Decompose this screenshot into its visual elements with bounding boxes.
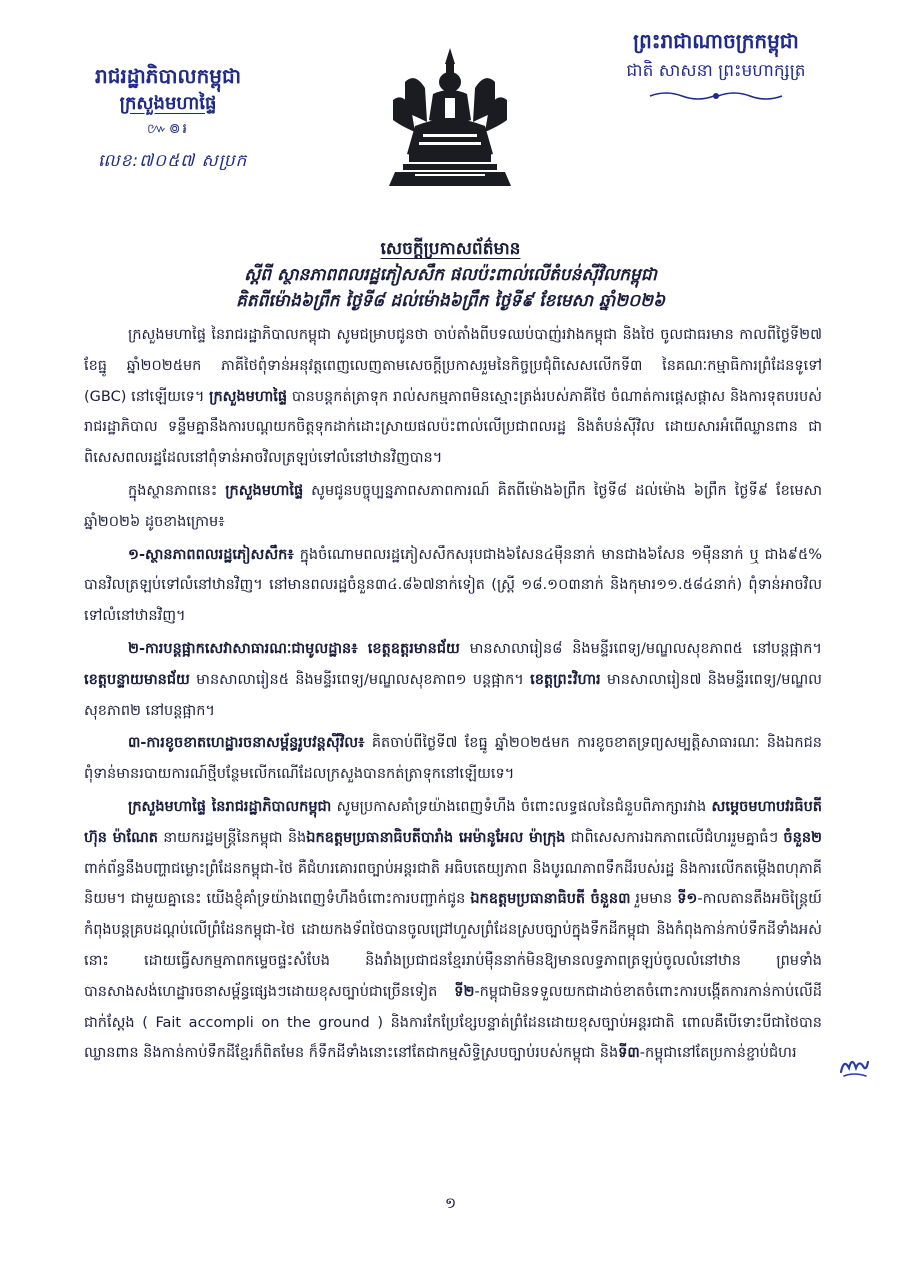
text-segment: មានសាលារៀន៧ និងមន្ទីរពេទ្យ/មណ្ឌលសុខភាព២ នៅបន្តផ្អាក។ xyxy=(84,671,822,719)
bold-text: ១-ស្ថានភាពពលរដ្ឋភៀសសឹក៖ xyxy=(128,546,294,563)
document-subject: ស្តីពី ស្ថានភាពពលរដ្ឋភៀសសឹក ផលប៉ះពាល់លើតំបន់ស៊ីវិលកម្ពុជា xyxy=(244,265,657,285)
bold-text: ឯកឧត្តមប្រធានាធិបតី ចំនួន៣ xyxy=(470,891,631,908)
kingdom-name: ព្រះរាជាណាចក្រកម្ពុជា xyxy=(633,29,799,53)
ornament-divider: ៚៙៛ xyxy=(147,121,189,137)
bold-text: ខេត្តបន្ទាយមានជ័យ xyxy=(84,671,190,688)
bold-text: សម្តេចមហាបវរធិបតី ហ៊ុន ម៉ាណែត xyxy=(84,798,822,846)
text-segment: ក្នុងស្ថានភាពនេះ xyxy=(128,482,226,499)
bold-text: ទី៣ xyxy=(618,1045,640,1062)
bold-text: ក្រសួងមហាផ្ទៃ xyxy=(225,482,304,499)
bold-text: ២-ការបន្តផ្អាកសេវាសាធារណៈជាមូលដ្ឋាន៖ ខេត្តឧត្តរមានជ័យ xyxy=(128,640,460,657)
ministry-name: ក្រសួងមហាផ្ទៃ xyxy=(119,93,217,114)
royal-emblem-icon xyxy=(375,42,525,192)
bold-text: ចំនួន២ xyxy=(783,829,823,846)
reference-number: លេខ:៧០៥៧ សប្រក xyxy=(98,151,248,171)
text-segment: រួមមាន xyxy=(630,891,678,908)
letterhead-right xyxy=(596,26,836,108)
text-segment: មានសាលារៀន៥ និងមន្ទីរពេទ្យ/មណ្ឌលសុខភាព១ បន្តផ្អាក។ xyxy=(189,671,531,688)
document-title: សេចក្តីប្រកាសព័ត៌មាន xyxy=(380,239,521,259)
paragraph-3 xyxy=(84,540,822,632)
text-segment: -កម្ពុជាមិនទទួលយកជាដាច់ខាតចំពោះការបង្កើតការកាន់កាប់លើដីជាក់ស្តែង ( Fait accompli on the ground ) និងការកែប្រែខ្សែបន្ទាត់ព្រំដែនដោយខុសច្បាប់អន្តរជាតិ ពោលគឺបើទោះបីជាថៃបានឈ្លានពាន និងកាន់កាប់ទឹកដីខ្មែរក៏ពិតមែន ក៏ទឹកដីទាំងនោះនៅតែជាកម្មសិទ្ធិស្របច្បាប់របស់កម្ពុជា និង xyxy=(84,983,822,1062)
text-segment: ពាក់ព័ន្ធនឹងបញ្ហាជម្លោះព្រំដែនកម្ពុជា-ថៃ គឺជំហរគោរពច្បាប់អន្តរជាតិ អធិបតេយ្យភាព និងបូរណភាពទឹកដីរបស់រដ្ឋ និងការលើកតម្កើងពហុភាគីនិយម។ ជាមួយគ្នានេះ យើងខ្ញុំគាំទ្រយ៉ាងពេញទំហឹងចំពោះការបញ្ជាក់ជូន xyxy=(84,860,822,908)
bold-text: ក្រសួងមហាផ្ទៃ xyxy=(209,388,288,405)
margin-initial-icon xyxy=(838,1052,870,1080)
text-segment: គិតចាប់ពីថ្ងៃទី៧ ខែធ្នូ ឆ្នាំ២០២៥មក ការខូចខាតទ្រព្យសម្បត្តិសាធារណៈ និងឯកជន ពុំទាន់មានរបាយការណ៍ថ្មីបន្ថែមលើកណើដែលក្រសួងបានកត់ត្រាទុកនៅឡើយទេ។ xyxy=(84,735,822,783)
document-period: គិតពីម៉ោង៦ព្រឹក ថ្ងៃទី៨ ដល់ម៉ោង៦ព្រឹក ថ្ងៃទី៩ ខែមេសា ឆ្នាំ២០២៦ xyxy=(235,291,666,311)
bold-text: ៣-ការខូចខាតហេដ្ឋារចនាសម្ព័ន្ធរូបវន្តស៊ីវិល៖ xyxy=(128,735,365,752)
body-text xyxy=(84,320,822,1071)
title-block xyxy=(70,236,831,314)
text-segment: សូមប្រកាសគាំទ្រយ៉ាងពេញទំហឹង ចំពោះលទ្ធផលនៃជំនួបពិភាក្សារវាង xyxy=(331,798,712,815)
paragraph-6 xyxy=(84,792,822,1069)
bold-text: ទី២ xyxy=(454,983,475,1000)
paragraph-4 xyxy=(84,634,822,726)
letterhead-left xyxy=(68,62,268,140)
page-number: ១ xyxy=(444,1194,457,1212)
bold-text: ក្រសួងមហាផ្ទៃ នៃរាជរដ្ឋាភិបាលកម្ពុជា xyxy=(128,798,332,815)
paragraph-1 xyxy=(84,320,822,474)
text-segment: -កាលតានតឹងអចិន្ត្រៃយ៍កំពុងបន្តគ្របដណ្តប់លើព្រំដែនកម្ពុជា-ថៃ ដោយកងទ័ពថៃបានចូលជ្រៅហួសព្រំដែនស្របច្បាប់ក្នុងទឹកដីកម្ពុជា និងកំពុងកាន់កាប់ទឹកដីទាំងអស់នោះ ដោយធ្វើសកម្មភាពកម្ទេចផ្ទះសំបែង និងរាំងប្រជាជនខ្មែររាប់ម៉ឺននាក់មិនឱ្យមានលទ្ធភាពត្រឡប់ចូលលំនៅឋាន ព្រមទាំងបានសាងសង់ហេដ្ឋារចនាសម្ព័ន្ធផ្សេងៗដោយខុសច្បាប់ជាច្រើនទៀត xyxy=(84,891,822,1000)
text-segment: មានសាលារៀន៨ និងមន្ទីរពេទ្យ/មណ្ឌលសុខភាព៥ នៅបន្តផ្អាក។ xyxy=(459,640,822,657)
government-name: រាជរដ្ឋាភិបាលកម្ពុជា xyxy=(95,64,241,88)
national-motto: ជាតិ សាសនា ព្រះមហាក្សត្រ xyxy=(626,61,806,81)
bold-text: ទី១ xyxy=(677,891,698,908)
paragraph-5 xyxy=(84,728,822,790)
text-segment: ជាពិសេសការឯកភាពលើជំហររួមគ្នាធំៗ xyxy=(565,829,784,846)
text-segment: ក្នុងចំណោមពលរដ្ឋភៀសសឹកសរុបជាង៦សែន៤ម៉ឺននាក់ មានជាង៦សែន ១ម៉ឺននាក់ ឬ ជាង៩៥% បានវិលត្រឡប់ទៅលំនៅឋានវិញ។ នៅមានពលរដ្ឋចំនួន៣៤.៨៦៧នាក់ទៀត (ស្ត្រី ១៨.១០៣នាក់ និងកុមារ១១.៥៨៤នាក់) ពុំទាន់អាចវិលទៅលំនៅឋានវិញ។ xyxy=(84,546,822,625)
text-segment: -កម្ពុជានៅតែប្រកាន់ខ្ជាប់ជំហរ xyxy=(639,1045,797,1062)
bold-text: ឯកឧត្តមប្រធានាធិបតីបារាំង អេម៉ានូអែល ម៉ាក្រុង xyxy=(306,829,566,846)
text-segment: នាយករដ្ឋមន្ត្រីនៃកម្ពុជា និង xyxy=(158,829,307,846)
text-segment: សូមជូនបច្ចុប្បន្នភាពសភាពការណ៍ គិតពីម៉ោង៦ព្រឹក ថ្ងៃទី៨ ដល់ម៉ោង ៦ព្រឹក ថ្ងៃទី៩ ខែមេសា ឆ្នាំ២០២៦ ដូចខាងក្រោម៖ xyxy=(84,482,822,530)
motto-ornament-icon xyxy=(646,88,786,104)
text-segment: ក្រសួងមហាផ្ទៃ នៃរាជរដ្ឋាភិបាលកម្ពុជា សូមជម្រាបជូនថា ចាប់តាំងពីបទឈប់បាញ់រវាងកម្ពុជា និងថៃ ចូលជាធរមាន កាលពីថ្ងៃទី២៧ ខែធ្នូ ឆ្នាំ២០២៥មក ភាគីថៃពុំទាន់អនុវត្តពេញលេញតាមសេចក្តីប្រកាសរួមនៃកិច្ចប្រជុំពិសេសលើកទី៣ នៃគណៈកម្មាធិការព្រំដែនទូទៅ (GBC) នៅឡើយទេ។ xyxy=(84,327,822,405)
paragraph-2 xyxy=(84,476,822,538)
bold-text: ខេត្តព្រះវិហារ xyxy=(530,671,601,688)
text-segment: បានបន្តកត់ត្រាទុក រាល់សកម្មភាពមិនស្មោះត្រង់របស់ភាគីថៃ ចំណាត់ការផ្តេសផ្តាស និងការទុតបរបស់រាជរដ្ឋាភិបាល ទន្ទឹមគ្នានឹងការបណ្តយកចិត្តទុកដាក់ដោះស្រាយផលប៉ះពាល់លើប្រជាពលរដ្ឋ និងតំបន់ស៊ីវិល ដោយសារអំពើឈ្លានពាន ជាពិសេសពលរដ្ឋដែលនៅពុំទាន់អាចវិលត្រឡប់ទៅលំនៅឋានវិញបាន។ xyxy=(84,388,822,467)
